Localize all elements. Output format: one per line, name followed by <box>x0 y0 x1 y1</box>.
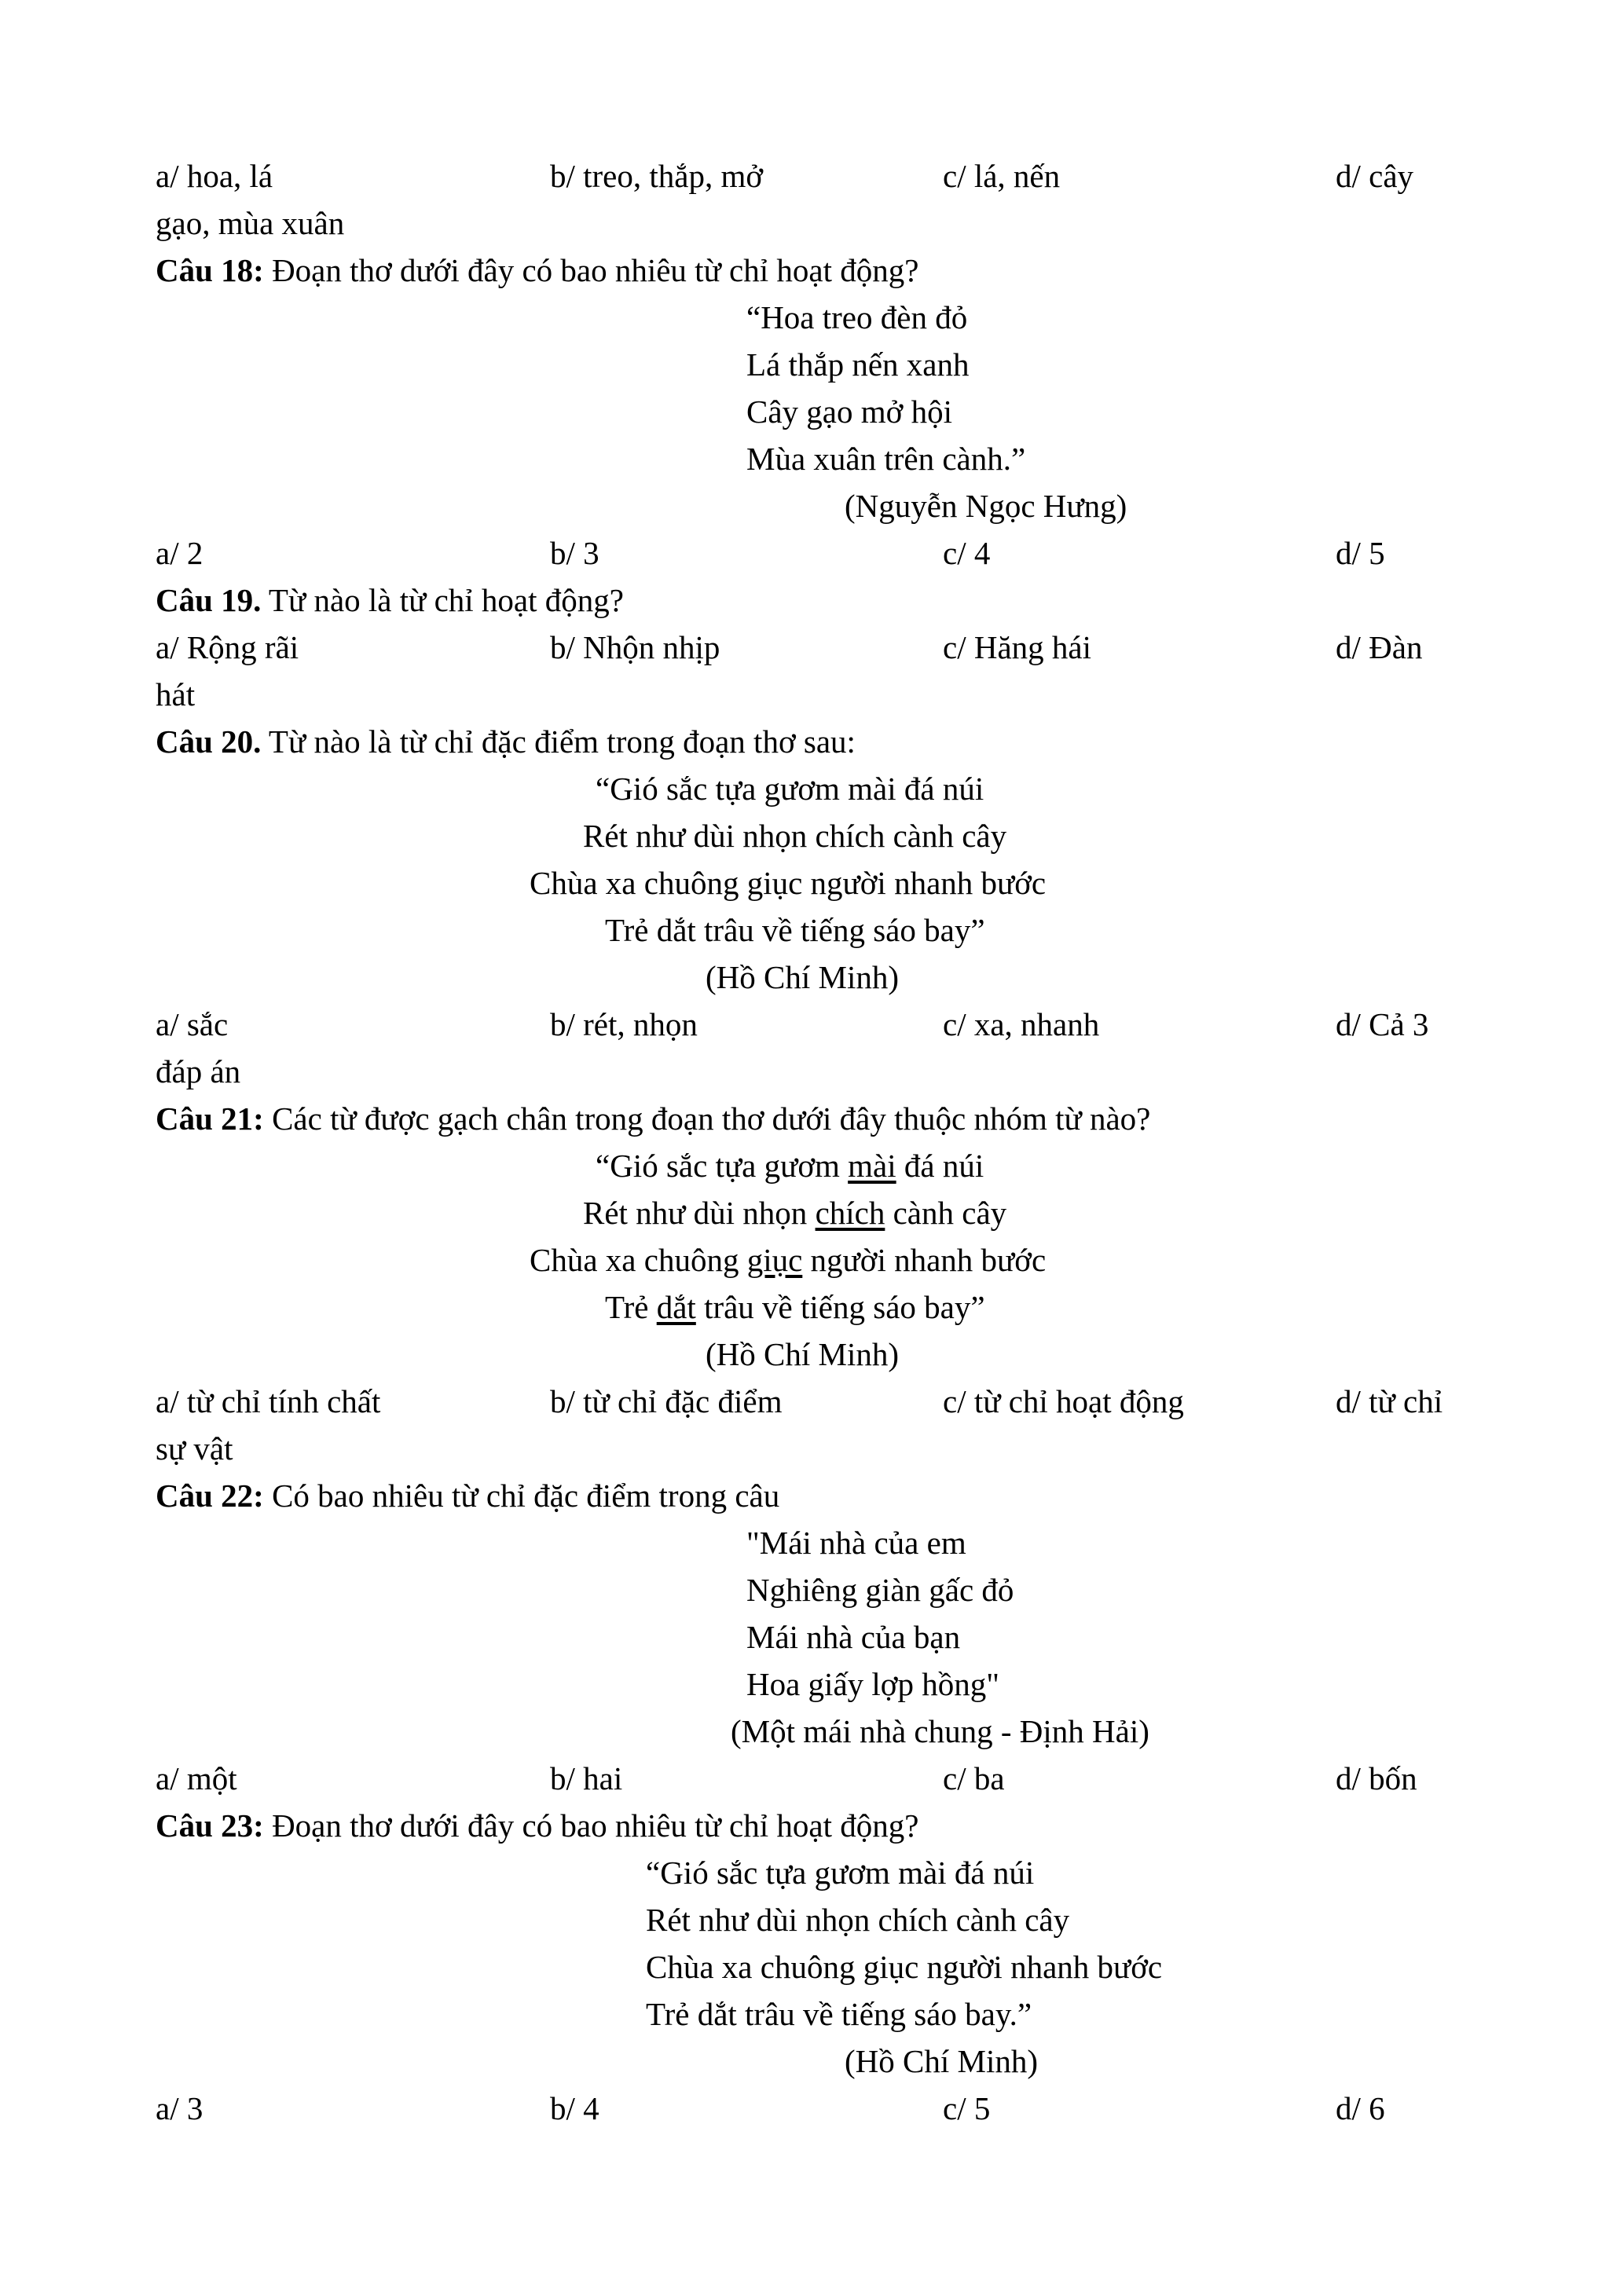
q23-option-a: a/ 3 <box>156 2090 203 2126</box>
q20-option-b: b/ rét, nhọn <box>550 1006 698 1042</box>
q18-poem-line-2: Lá thắp nến xanh <box>746 346 970 383</box>
underlined-word: giục <box>746 1242 803 1278</box>
q18-poem-line-1: “Hoa treo đèn đỏ <box>746 299 968 335</box>
q20-poem-line-3: Chùa xa chuông giục người nhanh bước <box>530 865 1047 901</box>
q20-option-d: d/ Cả 3 <box>1336 1006 1429 1042</box>
q19-option-c: c/ Hăng hái <box>943 629 1091 665</box>
q21-label: Câu 21: <box>156 1100 264 1137</box>
q23-option-b: b/ 4 <box>550 2090 599 2126</box>
q21-poem-text: Chùa xa chuông <box>530 1242 747 1278</box>
q20-label: Câu 20. <box>156 723 262 760</box>
q17-option-a: a/ hoa, lá <box>156 158 273 194</box>
q23-question <box>156 1802 918 1849</box>
q17-option-d: d/ cây <box>1336 158 1414 194</box>
q19-option-d-wrap: hát <box>156 676 196 712</box>
q21-question <box>156 1095 1150 1142</box>
q18-author: (Nguyễn Ngọc Hưng) <box>845 488 1127 524</box>
q22-poem-line-4: Hoa giấy lợp hồng" <box>746 1666 999 1702</box>
q21-option-d: d/ từ chỉ <box>1336 1383 1443 1419</box>
underlined-word: mài <box>848 1148 896 1184</box>
q19-option-b: b/ Nhộn nhịp <box>550 629 720 665</box>
q21-author: (Hồ Chí Minh) <box>706 1336 899 1372</box>
q23-label: Câu 23: <box>156 1807 264 1844</box>
q20-option-a: a/ sắc <box>156 1006 229 1042</box>
underlined-word: chích <box>815 1195 885 1231</box>
q23-poem-line-4: Trẻ dắt trâu về tiếng sáo bay.” <box>646 1996 1032 2032</box>
q17-option-b: b/ treo, thắp, mở <box>550 158 764 194</box>
underlined-word: dắt <box>656 1289 696 1325</box>
q20-option-c: c/ xa, nhanh <box>943 1006 1100 1042</box>
q18-text: Đoạn thơ dưới đây có bao nhiêu từ chỉ hoạt động? <box>263 252 919 288</box>
q23-author: (Hồ Chí Minh) <box>845 2043 1038 2079</box>
q21-poem-text: Rét như dùi nhọn <box>583 1195 816 1231</box>
q19-label: Câu 19. <box>156 582 262 618</box>
q20-author: (Hồ Chí Minh) <box>706 959 899 995</box>
q22-option-b: b/ hai <box>550 1760 623 1796</box>
q23-option-d: d/ 6 <box>1336 2090 1385 2126</box>
q20-poem-line-4: Trẻ dắt trâu về tiếng sáo bay” <box>605 912 985 948</box>
q20-option-d-wrap: đáp án <box>156 1053 241 1089</box>
q21-poem-text: đá núi <box>896 1148 984 1184</box>
q18-option-d: d/ 5 <box>1336 535 1385 571</box>
q23-option-c: c/ 5 <box>943 2090 991 2126</box>
q18-option-b: b/ 3 <box>550 535 599 571</box>
q21-poem-text: trâu về tiếng sáo bay” <box>695 1289 985 1325</box>
q20-text: Từ nào là từ chỉ đặc điểm trong đoạn thơ sau: <box>261 723 856 760</box>
q18-label: Câu 18: <box>156 252 264 288</box>
q17-option-d-wrap: gạo, mùa xuân <box>156 205 345 241</box>
q22-question <box>156 1472 779 1519</box>
q20-poem-line-1: “Gió sắc tựa gươm mài đá núi <box>596 771 984 807</box>
q22-option-c: c/ ba <box>943 1760 1005 1796</box>
q18-option-c: c/ 4 <box>943 535 991 571</box>
q22-label: Câu 22: <box>156 1478 264 1514</box>
q23-text: Đoạn thơ dưới đây có bao nhiêu từ chỉ hoạt động? <box>263 1807 919 1844</box>
q21-poem-text: người nhanh bước <box>802 1242 1047 1278</box>
q21-option-c: c/ từ chỉ hoạt động <box>943 1383 1184 1419</box>
q23-poem-line-2: Rét như dùi nhọn chích cành cây <box>646 1902 1070 1938</box>
q21-poem-text: cành cây <box>885 1195 1007 1231</box>
q19-question <box>156 577 624 624</box>
q21-poem-text: “Gió sắc tựa gươm <box>596 1148 849 1184</box>
q23-poem-line-1: “Gió sắc tựa gươm mài đá núi <box>646 1855 1035 1891</box>
q21-poem-line-4 <box>605 1283 985 1331</box>
q19-option-a: a/ Rộng rãi <box>156 629 299 665</box>
q21-poem-text: Trẻ <box>605 1289 657 1325</box>
q20-poem-line-2: Rét như dùi nhọn chích cành cây <box>583 818 1007 854</box>
q21-option-a: a/ từ chỉ tính chất <box>156 1383 381 1419</box>
q22-poem-line-2: Nghiêng giàn gấc đỏ <box>746 1572 1014 1608</box>
q18-option-a: a/ 2 <box>156 535 203 571</box>
q17-option-c: c/ lá, nến <box>943 158 1061 194</box>
q21-poem-line-3 <box>530 1236 1046 1283</box>
q20-question <box>156 718 856 765</box>
q21-text: Các từ được gạch chân trong đoạn thơ dưới đây thuộc nhóm từ nào? <box>263 1100 1151 1137</box>
q21-option-d-wrap: sự vật <box>156 1430 233 1467</box>
q21-poem-line-2 <box>583 1189 1006 1236</box>
q22-poem-line-3: Mái nhà của bạn <box>746 1619 961 1655</box>
q21-option-b: b/ từ chỉ đặc điểm <box>550 1383 783 1419</box>
q18-question <box>156 247 918 294</box>
q22-poem-line-1: "Mái nhà của em <box>746 1525 966 1561</box>
q22-author: (Một mái nhà chung - Định Hải) <box>731 1713 1149 1749</box>
q21-poem-line-1 <box>596 1142 984 1189</box>
q19-option-d: d/ Đàn <box>1336 629 1423 665</box>
q18-poem-line-4: Mùa xuân trên cành.” <box>746 441 1026 477</box>
q23-poem-line-3: Chùa xa chuông giục người nhanh bước <box>646 1949 1163 1985</box>
q19-text: Từ nào là từ chỉ hoạt động? <box>261 582 624 618</box>
q18-poem-line-3: Cây gạo mở hội <box>746 394 952 430</box>
q22-option-d: d/ bốn <box>1336 1760 1417 1796</box>
q22-option-a: a/ một <box>156 1760 237 1796</box>
q22-text: Có bao nhiêu từ chỉ đặc điểm trong câu <box>263 1478 780 1514</box>
